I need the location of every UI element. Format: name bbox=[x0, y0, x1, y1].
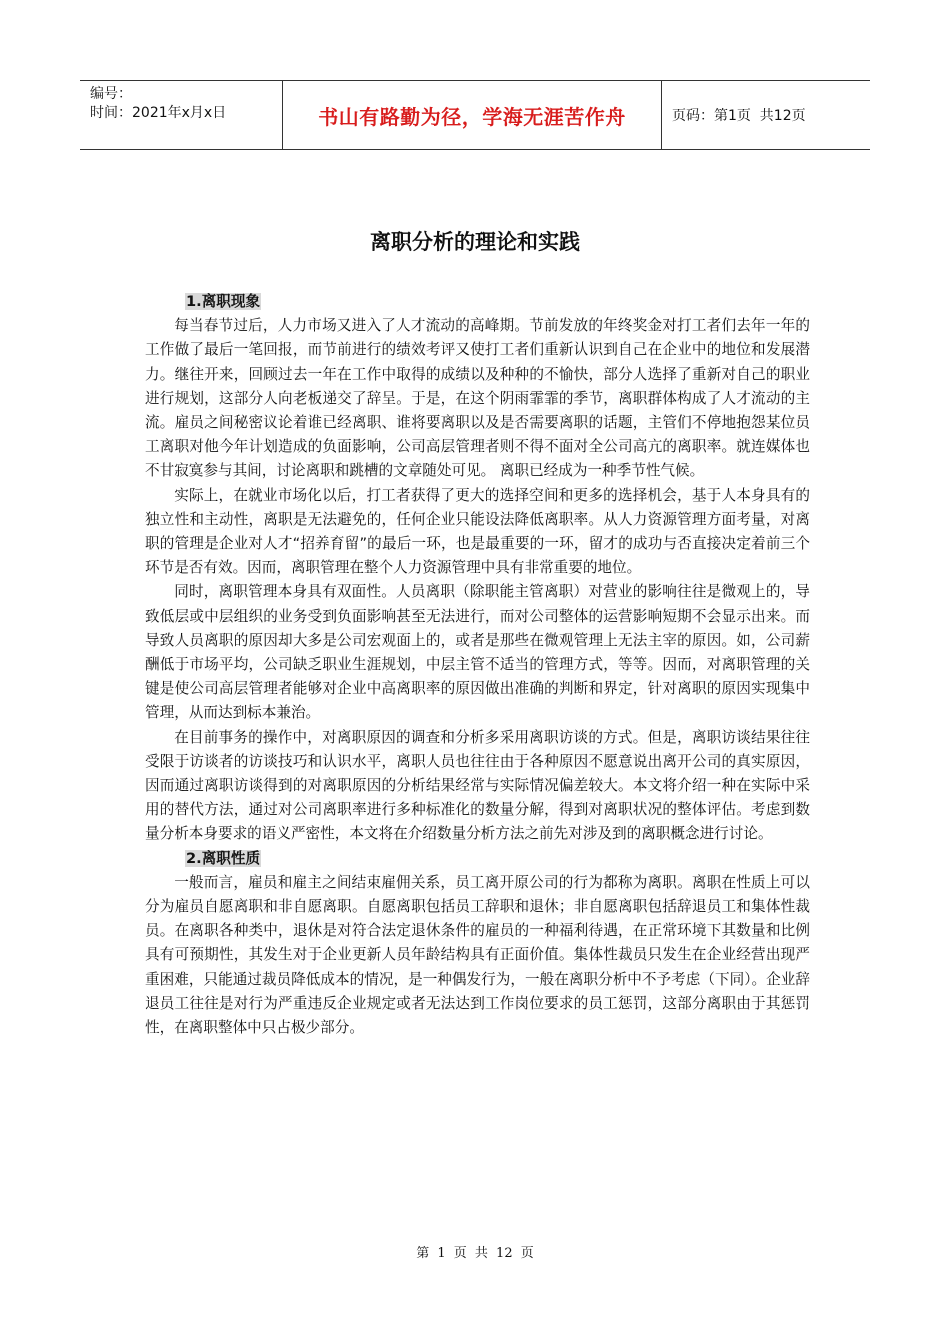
paragraph: 一般而言，雇员和雇主之间结束雇佣关系，员工离开原公司的行为都称为离职。离职在性质上可以分为雇员自愿离职和非自愿离职。自愿离职包括员工辞职和退休；非自愿离职包括辞退员工和集体性裁员。在离职各种类中，退休是对符合法定退休条件的雇员的一种福利待遇，在正常环境下其数量和比例具有可预期性，其发生对于企业更新人员年龄结构具有正面价值。集体性裁员只发生在企业经营出现严重困难，只能通过裁员降低成本的情况，是一种偶发行为，一般在离职分析中不予考虑（下同）。企业辞退员工往往是对行为严重违反企业规定或者无法达到工作岗位要求的员工惩罚，这部分离职由于其惩罚性，在离职整体中只占极少部分。 bbox=[145, 873, 810, 1037]
document-number: 编号： bbox=[90, 86, 132, 102]
document-title: 离职分析的理论和实践 bbox=[370, 229, 580, 254]
paragraph: 实际上，在就业市场化以后，打工者获得了更大的选择空间和更多的选择机会，基于人本身具有的独立性和主动性，离职是无法避免的，任何企业只能设法降低离职率。从人力资源管理方面考量，对离职的管理是企业对人才“招养育留”的最后一环，也是最重要的一环，留才的成功与否直接决定着前三个环节是否有效。因而，离职管理在整个人力资源管理中具有非常重要的地位。 bbox=[145, 486, 810, 577]
page-info-text: 页码：第1页 共12页 bbox=[672, 108, 806, 124]
paragraph: 在目前事务的操作中，对离职原因的调查和分析多采用离职访谈的方式。但是，离职访谈结果往往受限于访谈者的访谈技巧和认识水平，离职人员也往往由于各种原因不愿意说出离开公司的真实原因，因而通过离职访谈得到的对离职原因的分析结果经常与实际情况偏差较大。本文将介绍一种在实际中采用的替代方法，通过对公司离职率进行多种标准化的数量分解，得到对离职状况的整体评估。考虑到数量分析本身要求的语义严密性，本文将在介绍数量分析方法之前先对涉及到的离职概念进行讨论。 bbox=[145, 728, 810, 843]
section-heading-text: 1.离职现象 bbox=[186, 293, 261, 310]
document-time: 时间：2021年x月x日 bbox=[90, 105, 227, 121]
header-page-info bbox=[662, 81, 870, 149]
paragraph: 每当春节过后，人力市场又进入了人才流动的高峰期。节前发放的年终奖金对打工者们去年一年的工作做了最后一笔回报，而节前进行的绩效考评又使打工者们重新认识到自己在企业中的地位和发展潜力。继往开来，回顾过去一年在工作中取得的成绩以及种种的不愉快，部分人选择了重新对自己的职业进行规划，这部分人向老板递交了辞呈。于是，在这个阴雨霏霏的季节，离职群体构成了人才流动的主流。雇员之间秘密议论着谁已经离职、谁将要离职以及是否需要离职的话题，主管们不停地抱怨某位员工离职对他今年计划造成的负面影响，公司高层管理者则不得不面对全公司高亢的离职率。就连媒体也不甘寂寞参与其间，讨论离职和跳槽的文章随处可见。 离职已经成为一种季节性气候。 bbox=[145, 317, 810, 480]
page-header bbox=[80, 80, 870, 150]
page-footer: 第 1 页 共 12 页 bbox=[416, 1246, 534, 1261]
section-heading bbox=[145, 290, 810, 314]
header-motto: 书山有路勤为径，学海无涯苦作舟 bbox=[282, 81, 662, 149]
document-body bbox=[145, 290, 810, 1040]
section-heading-text: 2.离职性质 bbox=[186, 849, 261, 867]
section-heading bbox=[145, 847, 810, 871]
paragraph: 同时，离职管理本身具有双面性。人员离职（除职能主管离职）对营业的影响往往是微观上的，导致低层或中层组织的业务受到负面影响甚至无法进行，而对公司整体的运营影响短期不会显示出来。而导致人员离职的原因却大多是公司宏观面上的，或者是那些在微观管理上无法主宰的原因。如，公司薪酬低于市场平均，公司缺乏职业生涯规划，中层主管不适当的管理方式，等等。因而，对离职管理的关键是使公司高层管理者能够对企业中高离职率的原因做出准确的判断和界定，针对离职的原因实现集中管理，从而达到标本兼治。 bbox=[145, 583, 810, 722]
header-meta bbox=[80, 81, 282, 149]
